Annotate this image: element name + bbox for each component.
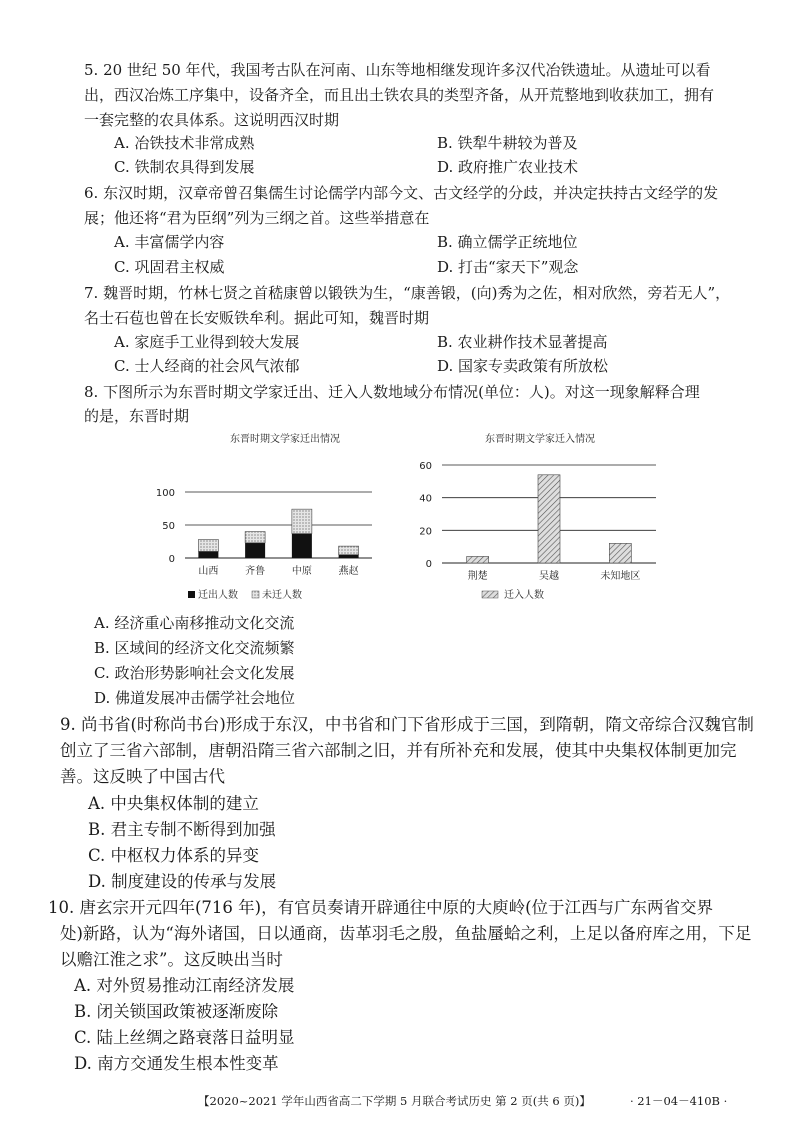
bar-not-migrated — [339, 546, 359, 555]
question-text-line: 以赡江淮之求”。这反映出当时 — [60, 950, 283, 969]
option-b[interactable]: B. 闭关锁国政策被逐渐废除 — [74, 1002, 279, 1021]
option-d[interactable]: D. 打击“家天下”观念 — [437, 258, 579, 276]
x-axis-ticks — [468, 569, 641, 582]
legend-label: 未迁人数 — [262, 590, 302, 601]
question-text-line: 善。这反映了中国古代 — [60, 767, 225, 786]
question-text-line: 6. 东汉时期，汉章帝曾召集儒生讨论儒学内部今文、古文经学的分歧，并决定扶持古文经学的发 — [84, 184, 719, 202]
x-tick-label: 山西 — [198, 566, 219, 577]
legend-swatch-out — [188, 591, 195, 598]
legend-label: 迁入人数 — [504, 590, 544, 601]
option-c[interactable]: C. 政治形势影响社会文化发展 — [94, 664, 295, 682]
option-d[interactable]: D. 国家专卖政策有所放松 — [437, 357, 609, 375]
question-text-line: 7. 魏晋时期，竹林七贤之首嵇康曾以锻铁为生，“康善锻，(向)秀为之佐，相对欣然，旁若无人”， — [84, 284, 731, 302]
x-tick-label: 中原 — [291, 566, 312, 577]
question-text-line: 9. 尚书省(时称尚书台)形成于东汉，中书省和门下省形成于三国，到隋朝，隋文帝综合汉魏官制 — [60, 715, 754, 734]
y-tick-label: 50 — [162, 521, 175, 532]
bar-not-migrated — [198, 540, 218, 552]
bar-outmigrated — [245, 543, 265, 558]
x-tick-label: 荆楚 — [467, 571, 488, 582]
question-text-line: 5. 20 世纪 50 年代，我国考古队在河南、山东等地相继发现许多汉代冶铁遗址。从遗址可以看 — [84, 61, 711, 79]
bar-outmigrated — [198, 551, 218, 558]
bar-inmigrated — [538, 475, 560, 563]
y-axis-ticks — [156, 488, 175, 565]
y-tick-label: 20 — [419, 526, 432, 538]
bar-not-migrated — [245, 532, 265, 543]
option-d[interactable]: D. 制度建设的传承与发展 — [88, 872, 277, 891]
y-tick-label: 40 — [419, 493, 432, 505]
x-tick-label: 齐鲁 — [245, 566, 266, 577]
chart-outmigration — [140, 426, 380, 606]
option-b[interactable]: B. 农业耕作技术显著提高 — [437, 333, 608, 351]
option-b[interactable]: B. 铁犁牛耕较为普及 — [437, 134, 578, 152]
option-c[interactable]: C. 士人经商的社会风气浓郁 — [114, 357, 300, 375]
y-tick-label: 0 — [425, 559, 432, 570]
option-a[interactable]: A. 冶铁技术非常成熟 — [114, 134, 255, 152]
chart-inmigration — [410, 426, 680, 606]
option-b[interactable]: B. 君主专制不断得到加强 — [88, 820, 276, 839]
bar-outmigrated — [339, 555, 359, 558]
chart-legend — [188, 588, 302, 601]
chart-title: 东晋时期文学家迁入情况 — [485, 434, 595, 445]
option-d[interactable]: D. 南方交通发生根本性变革 — [74, 1054, 279, 1073]
chart-bars — [467, 475, 632, 563]
question-text-line: 的是，东晋时期 — [84, 407, 190, 425]
option-c[interactable]: C. 铁制农具得到发展 — [114, 158, 255, 176]
page-footer: 【2020~2021 学年山西省高二下学期 5 月联合考试历史 第 2 页(共 6 页)】 — [198, 1094, 591, 1108]
option-c[interactable]: C. 巩固君主权威 — [114, 258, 225, 276]
option-a[interactable]: A. 经济重心南移推动文化交流 — [94, 614, 295, 632]
y-tick-label: 60 — [419, 461, 432, 472]
option-a[interactable]: A. 中央集权体制的建立 — [88, 794, 259, 813]
y-tick-label: 100 — [155, 488, 175, 499]
x-axis-ticks — [198, 564, 358, 577]
x-tick-label: 燕赵 — [338, 566, 359, 577]
bar-outmigrated — [292, 534, 312, 558]
option-d[interactable]: D. 佛道发展冲击儒学社会地位 — [94, 689, 296, 707]
question-text-line: 名士石苞也曾在长安贩铁牟利。据此可知，魏晋时期 — [84, 309, 430, 327]
bar-not-migrated — [292, 509, 312, 533]
bar-inmigrated — [467, 556, 489, 563]
option-a[interactable]: A. 对外贸易推动江南经济发展 — [74, 976, 295, 995]
chart-bars — [198, 509, 358, 558]
question-text-line: 一套完整的农具体系。这说明西汉时期 — [84, 111, 340, 129]
chart-title: 东晋时期文学家迁出情况 — [230, 434, 340, 445]
option-a[interactable]: A. 丰富儒学内容 — [114, 233, 225, 251]
option-a[interactable]: A. 家庭手工业得到较大发展 — [114, 333, 300, 351]
question-text-line: 8. 下图所示为东晋时期文学家迁出、迁入人数地域分布情况(单位：人)。对这一现象解释合理 — [84, 383, 700, 401]
question-text-line: 创立了三省六部制，唐朝沿隋三省六部制之旧，并有所补充和发展，使其中央集权体制更加完 — [60, 741, 737, 760]
bar-inmigrated — [609, 543, 631, 563]
y-tick-label: 0 — [168, 554, 175, 565]
option-c[interactable]: C. 中枢权力体系的异变 — [88, 846, 260, 865]
question-text-line: 处)新路，认为“海外诸国，日以通商，齿革羽毛之殷，鱼盐蜃蛤之利，上足以备府库之用，下足 — [60, 924, 752, 943]
option-d[interactable]: D. 政府推广农业技术 — [437, 158, 579, 176]
question-text-line: 出，西汉冶炼工序集中，设备齐全，而且出土铁农具的类型齐备，从开荒整地到收获加工，拥有 — [84, 86, 715, 104]
option-b[interactable]: B. 确立儒学正统地位 — [437, 233, 578, 251]
option-c[interactable]: C. 陆上丝绸之路衰落日益明显 — [74, 1028, 295, 1047]
legend-swatch-in — [482, 591, 498, 598]
page-code: · 21－04－410B · — [630, 1094, 728, 1108]
question-text-line: 展；他还将“君为臣纲”列为三纲之首。这些举措意在 — [84, 209, 430, 227]
y-axis-ticks — [419, 461, 432, 570]
chart-legend — [482, 588, 544, 601]
option-b[interactable]: B. 区域间的经济文化交流频繁 — [94, 639, 295, 657]
x-tick-label: 吴越 — [539, 571, 559, 582]
x-tick-label: 未知地区 — [600, 571, 641, 582]
legend-label: 迁出人数 — [198, 590, 238, 601]
legend-swatch-stay — [252, 591, 259, 598]
question-text-line: 10. 唐玄宗开元四年(716 年)，有官员奏请开辟通往中原的大庾岭(位于江西与广东两省交界 — [48, 898, 714, 917]
